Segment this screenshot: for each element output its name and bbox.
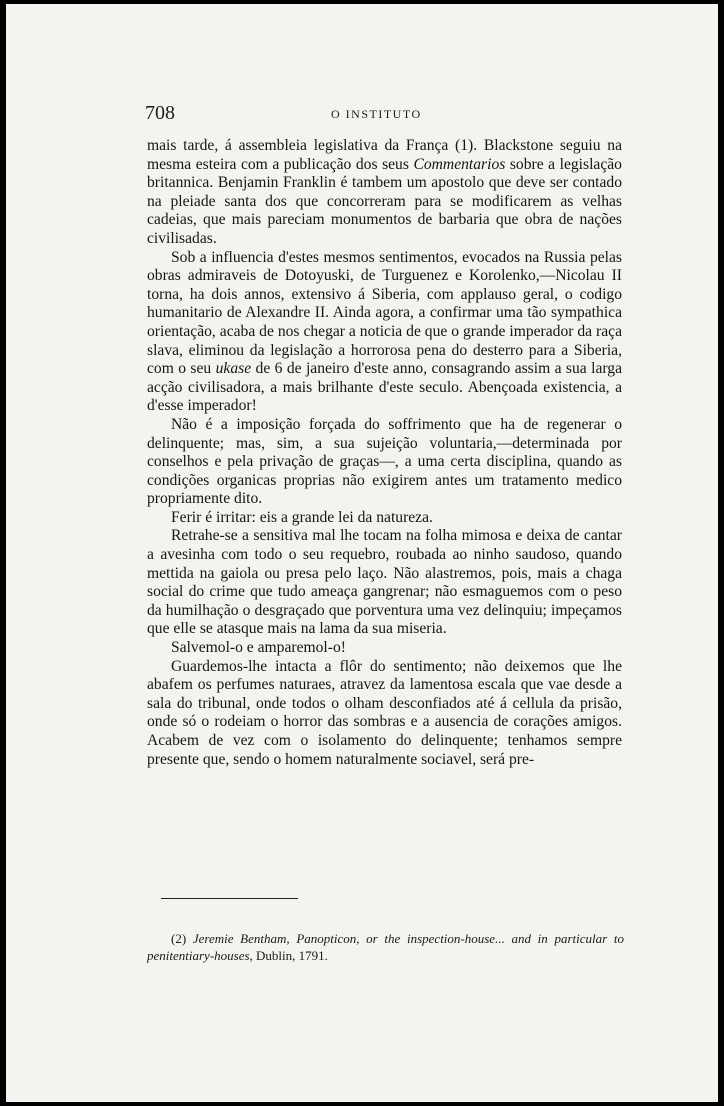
page-number: 708 <box>145 102 175 124</box>
paragraph-5: Retrahe-se a sensitiva mal lhe tocam na folha mimosa e deixa de cantar a avesinha com todo o seu requebro, roubada ao ninho saudoso, quando mettida na gaiola ou presa pelo laço. Não alastremos, pois, mais a chaga social do crime que tudo ameaça gangrenar; não esmaguemos com o peso da humilhação o desgraçado que porventura uma vez delinquiu; impeçamos que elle se atasque mais na lama da sua miseria. <box>147 527 622 638</box>
paragraph-1: mais tarde, á assembleia legislativa da França (1). Blackstone seguiu na mesma esteira com a publicação dos seus Commentarios sobre a legislação britannica. Benjamin Franklin é tambem um apostolo que deve ser contado na pleiade santa dos que concorreram para se modificarem as velhas cadeias, que mais pareciam monumentos de barbaria que obra de nações civilisadas. <box>147 137 622 247</box>
page-header <box>145 102 625 124</box>
paragraph-2: Sob a influencia d'estes mesmos sentimentos, evocados na Russia pelas obras admiraveis de Dotoyuski, de Turguenez e Korolenko,—Nicolau II torna, ha dois annos, extensivo á Siberia, com applauso geral, o codigo humanitario de Alexandre II. Ainda agora, a confirmar uma tão sympathica orientação, acaba de nos chegar a noticia de que o grande imperador da raça slava, eliminou da legislação a horrorosa pena do desterro para a Siberia, com o seu ukase de 6 de janeiro d'este anno, consagrando assim a sua larga acção civilisadora, a mais brilhante d'este seculo. Abençoada existencia, a d'esse imperador! <box>147 248 622 415</box>
paragraph-7: Guardemos-lhe intacta a flôr do sentimento; não deixemos que lhe abafem os perfumes naturaes, atravez da lamentosa escala que vae desde a sala do tribunal, onde todos o olham desconfiados até á cellula da prisão, onde só o rodeiam o horror das sombras e a ausencia de corações amigos. Acabem de vez com o isolamento do delinquente; tenhamos sempre presente que, sendo o homem naturalmente sociavel, será pre- <box>147 657 622 768</box>
body-text <box>147 137 622 769</box>
paragraph-4: Ferir é irritar: eis a grande lei da natureza. <box>171 508 433 526</box>
book-page <box>6 4 718 1102</box>
footnote: (2) Jeremie Bentham, Panopticon, or the inspection-house... and in particular to penitentiary-houses, Dublin, 1791. <box>147 931 624 963</box>
paragraph-6: Salvemol-o e amparemol-o! <box>171 639 346 657</box>
paragraph-3: Não é a imposição forçada do soffrimento que ha de regenerar o delinquente; mas, sim, a sua sujeição voluntaria,—determinada por conselhos e pela privação de graças—, a uma certa disciplina, quando as condições organicas proprias não exigirem antes um tratamento medico propriamente dito. <box>147 415 622 508</box>
running-title: O INSTITUTO <box>331 107 422 121</box>
footnote-rule <box>161 898 298 899</box>
